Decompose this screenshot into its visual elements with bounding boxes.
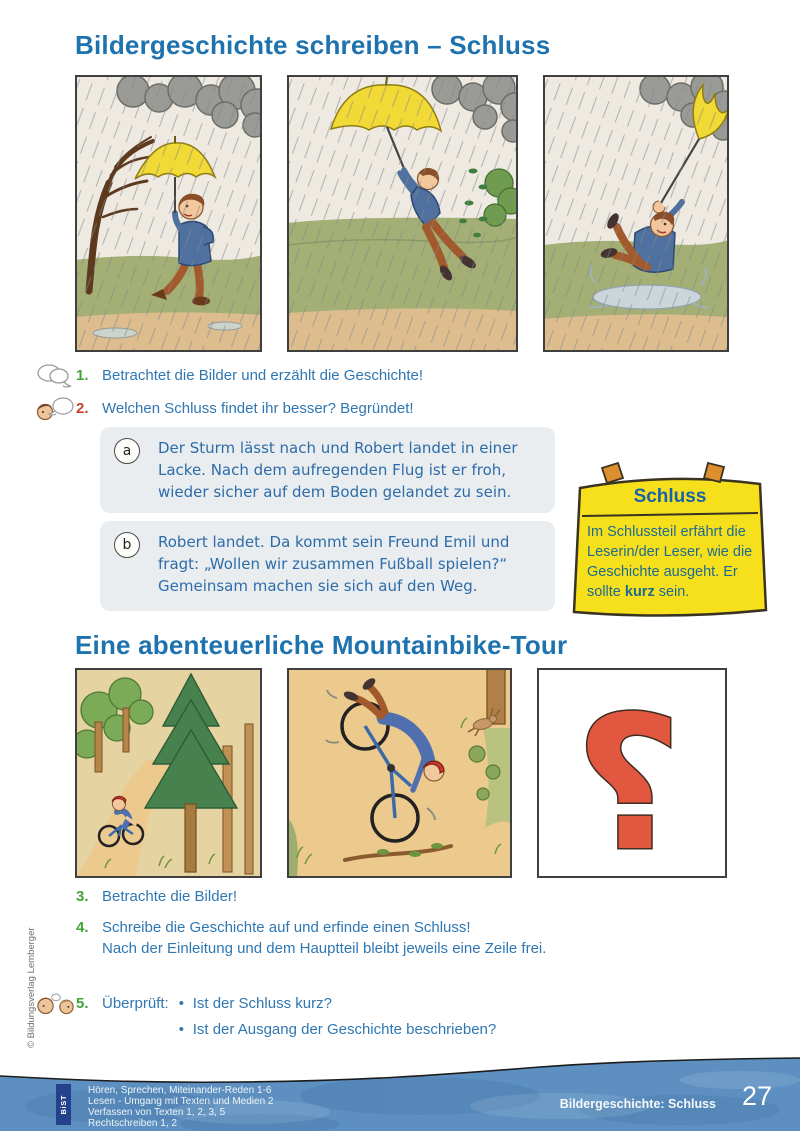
- answer-option-b: [100, 521, 555, 611]
- panel-mountainbiker-forest-illustration: [75, 668, 262, 878]
- footer-band: [0, 1050, 800, 1131]
- bist-badge: BiST: [56, 1084, 71, 1125]
- task-3: [36, 886, 237, 907]
- page-number: 27: [741, 1081, 772, 1111]
- story1-panel-row: [75, 75, 729, 352]
- task-1: [36, 365, 423, 389]
- story2-panel-row: [75, 668, 727, 878]
- competence-line: Rechtschreiben 1, 2: [88, 1118, 177, 1129]
- task-text: Schreibe die Geschichte auf und erfinde einen Schluss! Nach der Einleitung und dem Hauptteil bleibt jeweils eine Zeile frei.: [102, 919, 547, 957]
- info-box-title: Schluss: [633, 486, 707, 507]
- talking-head-with-bubble-icon: [36, 396, 76, 423]
- task-number: 2.: [76, 400, 89, 417]
- section-title: Eine abenteuerliche Mountainbike-Tour: [75, 630, 568, 660]
- panel-boy-crash-landing-illustration: [543, 75, 729, 352]
- competence-line: Lesen - Umgang mit Texten und Medien 2: [88, 1096, 274, 1107]
- schluss-info-box: [570, 452, 770, 624]
- task-text: Welchen Schluss findet ihr besser? Begründet!: [102, 400, 414, 417]
- task-4: [36, 917, 546, 959]
- task-number: 3.: [76, 888, 89, 905]
- task5-prefix: Überprüft:: [102, 995, 169, 1012]
- task-number: 4.: [76, 919, 89, 936]
- footer-section-label: Bildergeschichte: Schluss: [559, 1097, 716, 1111]
- check-item: • Ist der Ausgang der Geschichte beschrieben?: [178, 1021, 497, 1038]
- info-box-body: Im Schlussteil erfährt die Leserin/der Leser, wie die Geschichte ausgeht. Er sollte kurz sein.: [587, 524, 753, 600]
- option-b-text: Robert landet. Da kommt sein Freund Emil und fragt: „Wollen wir zusammen Fußball spielen?“ Gemeinsam machen sie sich auf den Weg.: [158, 533, 510, 595]
- option-b-label: b: [114, 532, 140, 558]
- answer-option-a: [100, 427, 555, 513]
- option-a-label: a: [114, 438, 140, 464]
- task-text: Betrachte die Bilder!: [102, 888, 238, 905]
- page-title: Bildergeschichte schreiben – Schluss: [75, 30, 551, 60]
- task-2: [36, 398, 414, 423]
- competence-line: Verfassen von Texten 1, 2, 3, 5: [88, 1107, 226, 1118]
- task-text: Betrachtet die Bilder und erzählt die Geschichte!: [102, 367, 424, 384]
- check-list: [179, 993, 497, 1045]
- question-mark-glyph: ?: [575, 676, 683, 878]
- task-5: [36, 993, 496, 1045]
- check-item: • Ist der Schluss kurz?: [178, 995, 332, 1012]
- panel-boy-walking-in-storm-illustration: [75, 75, 262, 352]
- copyright-vertical-text: © Bildungsverlag Lemberger: [26, 927, 37, 1048]
- competence-list: [88, 1085, 273, 1129]
- panel-boy-lifted-by-umbrella-illustration: [287, 75, 518, 352]
- task-number: 5.: [76, 995, 89, 1012]
- competence-line: Hören, Sprechen, Miteinander-Reden 1-6: [88, 1085, 272, 1096]
- two-heads-partner-talk-icon: [36, 991, 76, 1018]
- option-a-text: Der Sturm lässt nach und Robert landet in einer Lacke. Nach dem aufregenden Flug ist er froh, wieder sicher auf dem Boden gelandet zu sein.: [158, 439, 518, 501]
- task-number: 1.: [76, 367, 89, 384]
- task-text: [102, 993, 496, 1045]
- speech-bubble-icon: [36, 363, 76, 389]
- panel-open-ending-question-mark: [537, 668, 727, 878]
- panel-mountainbiker-crash-illustration: [287, 668, 512, 878]
